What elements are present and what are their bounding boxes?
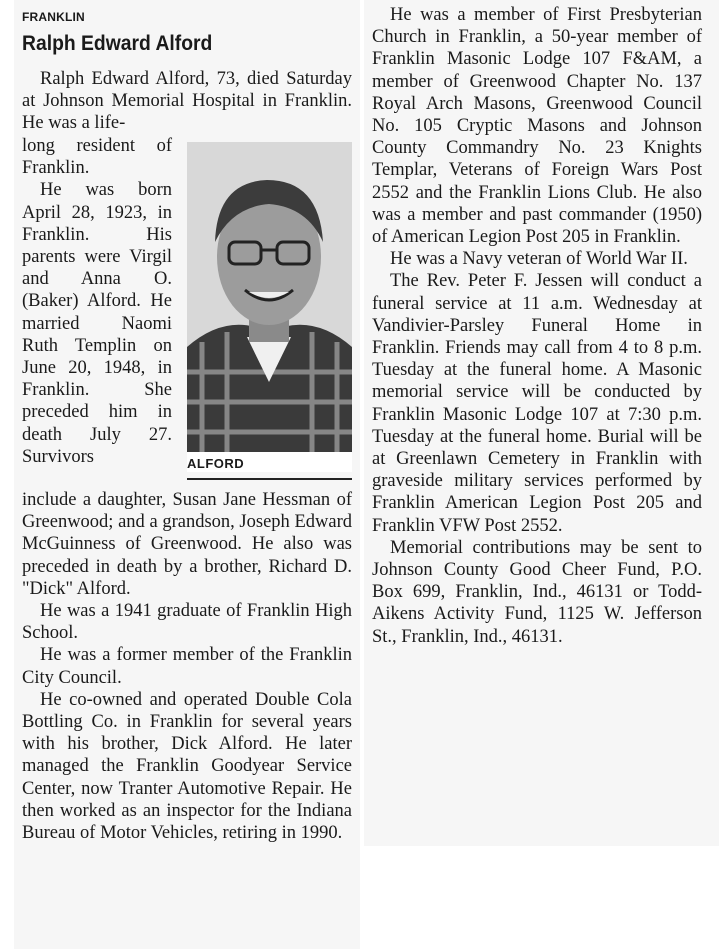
paragraph: Ralph Edward Alford, 73, died Saturday at Johnson Memorial Hospital in Franklin. He was a life-	[22, 69, 352, 134]
paragraph: He was born April 28, 1923, in Franklin. His parents were Virgil and Anna O. (Baker) Alford. He married Naomi Ruth Templin on June 20, 1948, in Franklin. She preceded him in death July 27. Survivors	[22, 180, 172, 467]
paragraph: He was a Navy veteran of World War II.	[390, 249, 688, 270]
paragraph: Memorial contributions may be sent to Johnson County Good Cheer Fund, P.O. Box 699, Franklin, Ind., 46131 or Todd-Aikens Activity Fund, 1125 W. Jefferson St., Franklin, Ind., 46131.	[372, 537, 702, 647]
paragraph: The Rev. Peter F. Jessen will conduct a funeral service at 11 a.m. Wednesday at Vandivier-Parsley Funeral Home in Franklin. Friends may call from 4 to 8 p.m. Tuesday at the funeral home. A Masonic memorial service will be conducted by Franklin Masonic Lodge 107 at 7:30 p.m. Tuesday at the funeral home. Burial will be at Greenlawn Cemetery in Franklin with graveside military services performed by Franklin American Legion Post 205 and Franklin VFW Post 2552.	[372, 271, 702, 536]
paragraph: He was a 1941 graduate of Franklin High School.	[22, 601, 352, 644]
left-column-top	[22, 68, 352, 135]
paragraph: He was a member of First Presbyterian Church in Franklin, a 50-year member of Franklin Masonic Lodge 107 F&AM, a member of Greenwood Chapter No. 137 Royal Arch Masons, Greenwood Council No. 105 Cryptic Masons and Johnson County Commandry No. 23 Knights Templar, Veterans of Foreign Wars Post 2552 and the Franklin Lions Club. He also was a member and past commander (1950) of American Legion Post 205 in Franklin.	[372, 5, 702, 248]
paragraph: long resident of Franklin.	[22, 136, 172, 179]
portrait-photo	[187, 142, 352, 472]
left-column-wrap	[22, 135, 172, 468]
paragraph: He co-owned and operated Double Cola Bottling Co. in Franklin for several years with his brother, Dick Alford. He later managed the Franklin Goodyear Service Center, now Tranter Automotive Repair. He then worked as an inspector for the Indiana Bureau of Motor Vehicles, retiring in 1990.	[22, 689, 352, 844]
caption-rule	[187, 478, 352, 480]
paragraph: He was a former member of the Franklin City Council.	[22, 645, 352, 688]
photo-caption: ALFORD	[187, 456, 245, 471]
paragraph: include a daughter, Susan Jane Hessman of Greenwood; and a grandson, Joseph Edward McGuinness of Greenwood. He also was preceded in death by a brother, Richard D. "Dick" Alford.	[22, 490, 352, 599]
left-column-bottom	[22, 489, 352, 844]
obituary-headline: Ralph Edward Alford	[22, 32, 213, 55]
dateline-kicker: FRANKLIN	[22, 10, 85, 24]
right-column	[372, 4, 702, 648]
